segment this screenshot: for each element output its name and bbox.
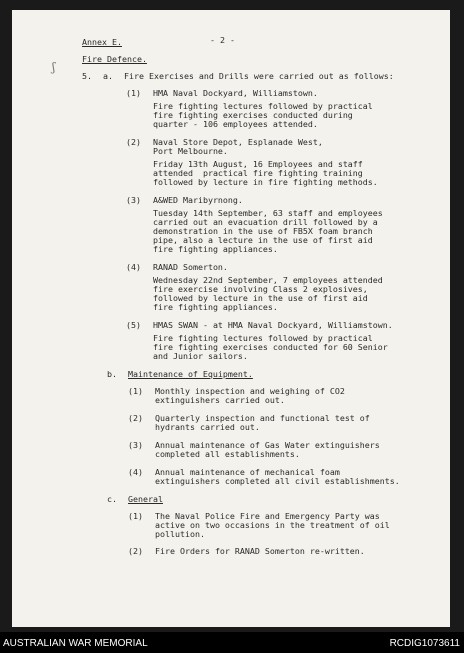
a-item-5-heading: HMAS SWAN - at HMA Naval Dockyard, Williamstown. <box>153 320 393 330</box>
b-item-4-line: Annual maintenance of mechanical foam <box>155 467 340 477</box>
b-item-2-number: (2) <box>128 413 143 423</box>
a-item-4-line: fire exercise involving Class 2 explosives, <box>153 284 368 294</box>
item-5a-letter: a. <box>103 71 113 81</box>
b-item-4-line: extinguishers completed all civil establishments. <box>155 476 400 486</box>
b-item-3-line: completed all establishments. <box>155 449 300 459</box>
document-page <box>12 10 450 627</box>
b-item-1-line: extinguishers carried out. <box>155 395 285 405</box>
a-item-3-line: Tuesday 14th September, 63 staff and employees <box>153 208 383 218</box>
a-item-1-line: fire fighting exercises conducted during <box>153 110 353 120</box>
item-5a-text: Fire Exercises and Drills were carried out as follows: <box>124 71 394 81</box>
a-item-2-line: attended practical fire fighting training <box>153 168 363 178</box>
a-item-1-heading: HMA Naval Dockyard, Williamstown. <box>153 88 318 98</box>
a-item-2-line: followed by lecture in fire fighting methods. <box>153 177 378 187</box>
c-item-1-number: (1) <box>128 511 143 521</box>
c-item-2-number: (2) <box>128 546 143 556</box>
c-item-1-line: active on two occasions in the treatment of oil <box>155 520 390 530</box>
a-item-5-line: Fire fighting lectures followed by practical <box>153 333 373 343</box>
a-item-3-line: pipe, also a lecture in the use of first aid <box>153 235 373 245</box>
section-b-letter: b. <box>107 369 117 379</box>
a-item-5-line: and Junior sailors. <box>153 351 248 361</box>
a-item-4-number: (4) <box>126 262 141 272</box>
record-id: RCDIG1073611 <box>389 638 460 649</box>
a-item-4-line: fire fighting appliances. <box>153 302 278 312</box>
a-item-4-heading: RANAD Somerton. <box>153 262 228 272</box>
section-c-letter: c. <box>107 494 117 504</box>
a-item-4-line: Wednesday 22nd September, 7 employees attended <box>153 275 383 285</box>
annex-label: Annex E. <box>82 37 122 47</box>
a-item-5-number: (5) <box>126 320 141 330</box>
a-item-3-line: fire fighting appliances. <box>153 244 278 254</box>
a-item-5-line: fire fighting exercises conducted for 60 Senior <box>153 342 388 352</box>
b-item-4-number: (4) <box>128 467 143 477</box>
a-item-1-number: (1) <box>126 88 141 98</box>
a-item-1-line: quarter - 106 employees attended. <box>153 119 318 129</box>
a-item-3-line: carried out an evacuation drill followed by a <box>153 217 378 227</box>
c-item-1-line: pollution. <box>155 529 205 539</box>
a-item-2-heading-line2: Port Melbourne. <box>153 146 228 156</box>
section-title: Fire Defence. <box>82 54 147 64</box>
a-item-3-heading: A&WED Maribyrnong. <box>153 195 243 205</box>
c-item-2-line: Fire Orders for RANAD Somerton re-written. <box>155 546 365 556</box>
b-item-2-line: hydrants carried out. <box>155 422 260 432</box>
page-number: - 2 - <box>210 35 235 45</box>
a-item-2-number: (2) <box>126 137 141 147</box>
a-item-2-line: Friday 13th August, 16 Employees and staff <box>153 159 363 169</box>
archive-footer-bar <box>0 632 464 653</box>
section-b-heading: Maintenance of Equipment. <box>128 369 253 379</box>
a-item-3-number: (3) <box>126 195 141 205</box>
c-item-1-line: The Naval Police Fire and Emergency Party was <box>155 511 380 521</box>
a-item-2-heading: Naval Store Depot, Esplanade West, <box>153 137 323 147</box>
a-item-3-line: demonstration in the use of FB5X foam branch <box>153 226 373 236</box>
a-item-1-line: Fire fighting lectures followed by practical <box>153 101 373 111</box>
archive-name: AUSTRALIAN WAR MEMORIAL <box>3 638 148 649</box>
item-5-number: 5. <box>82 71 92 81</box>
b-item-3-line: Annual maintenance of Gas Water extinguishers <box>155 440 380 450</box>
b-item-1-number: (1) <box>128 386 143 396</box>
a-item-4-line: followed by lecture in the use of first aid <box>153 293 368 303</box>
section-c-heading: General <box>128 494 163 504</box>
b-item-2-line: Quarterly inspection and functional test of <box>155 413 370 423</box>
b-item-1-line: Monthly inspection and weighing of CO2 <box>155 386 345 396</box>
ink-smudge: ʃ <box>52 60 56 74</box>
b-item-3-number: (3) <box>128 440 143 450</box>
